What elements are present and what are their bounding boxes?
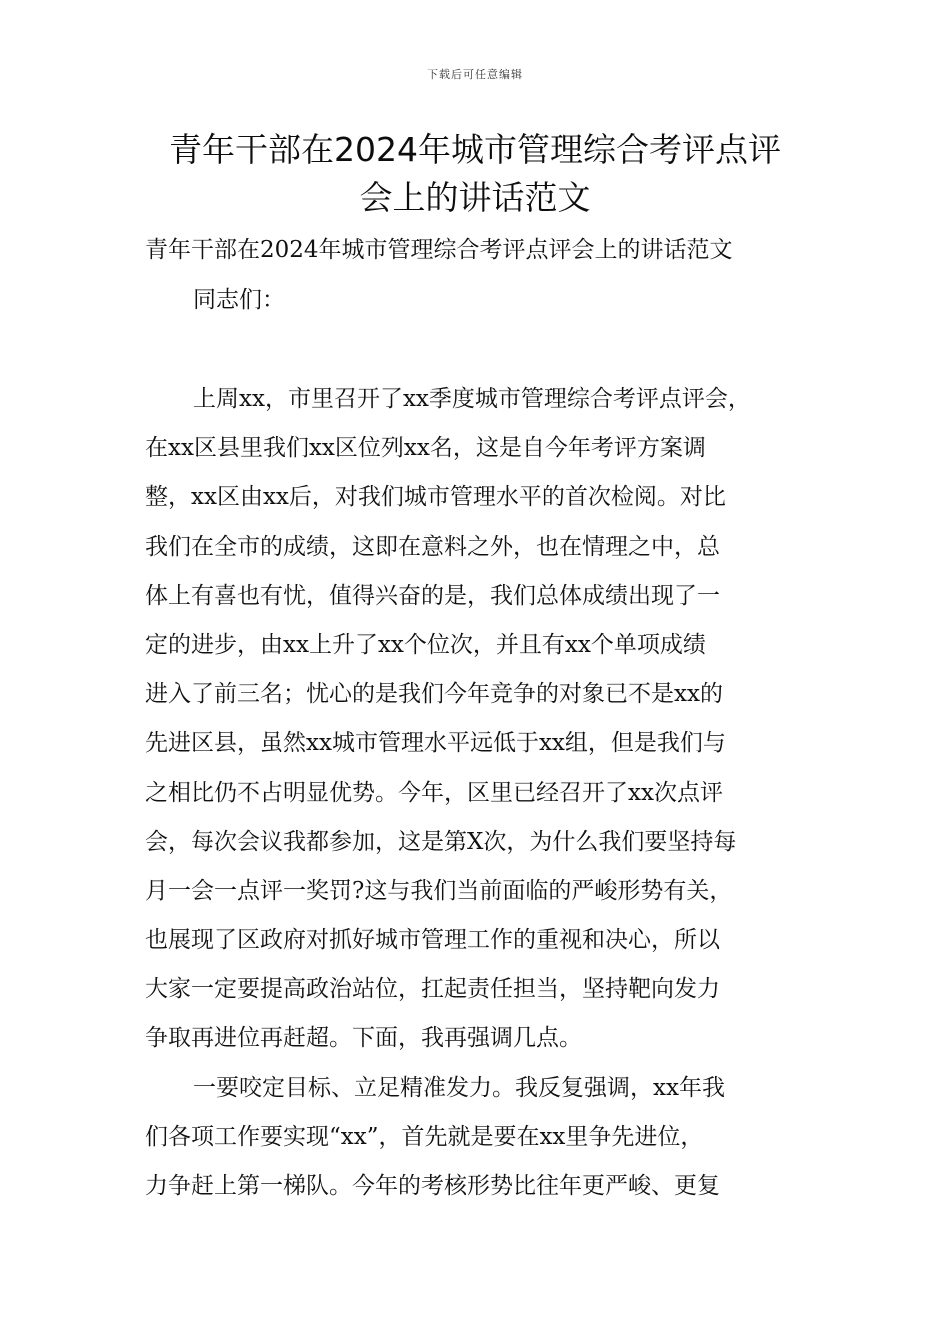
title-line-2: 会上的讲话范文	[359, 178, 591, 217]
text-line: 上周xx，市里召开了xx季度城市管理综合考评点评会，	[193, 386, 751, 412]
document-title	[120, 126, 830, 222]
text-line: 一要咬定目标、立足精准发力。我反复强调，xx年我	[193, 1074, 725, 1101]
text-line: 也展现了区政府对抓好城市管理工作的重视和决心，所以	[145, 927, 720, 954]
text-line: 争取再进位再赶超。下面，我再强调几点。	[145, 1025, 582, 1052]
text-line: 进入了前三名；忧心的是我们今年竞争的对象已不是xx的	[145, 681, 723, 708]
text-line: 体上有喜也有忧，值得兴奋的是，我们总体成绩出现了一	[145, 582, 720, 609]
text-line: 月一会一点评一奖罚?这与我们当前面临的严峻形势有关，	[145, 877, 733, 904]
text-line: 大家一定要提高政治站位，扛起责任担当，坚持靶向发力	[145, 976, 720, 1003]
text-line: 们各项工作要实现“xx”，首先就是要在xx里争先进位，	[145, 1123, 704, 1150]
text-line: 整，xx区由xx后，对我们城市管理水平的首次检阅。对比	[145, 484, 726, 511]
text-line: 先进区县，虽然xx城市管理水平远低于xx组，但是我们与	[145, 730, 726, 757]
text-line: 之相比仍不占明显优势。今年，区里已经召开了xx次点评	[145, 779, 723, 806]
text-line: 定的进步，由xx上升了xx个位次，并且有xx个单项成绩	[145, 631, 706, 658]
text-line: 力争赶上第一梯队。今年的考核形势比往年更严峻、更复	[145, 1173, 720, 1199]
body-text	[145, 377, 825, 1213]
text-line: 我们在全市的成绩，这即在意料之外，也在情理之中，总	[145, 533, 720, 560]
document-subtitle: 青年干部在2024年城市管理综合考评点评会上的讲话范文	[145, 237, 733, 263]
salutation: 同志们：	[193, 287, 285, 313]
header-note: 下载后可任意编辑	[427, 68, 523, 81]
text-line: 在xx区县里我们xx区位列xx名，这是自今年考评方案调	[145, 435, 706, 462]
text-line: 会，每次会议我都参加，这是第X次，为什么我们要坚持每	[145, 828, 737, 855]
title-line-1: 青年干部在2024年城市管理综合考评点评	[169, 130, 781, 169]
